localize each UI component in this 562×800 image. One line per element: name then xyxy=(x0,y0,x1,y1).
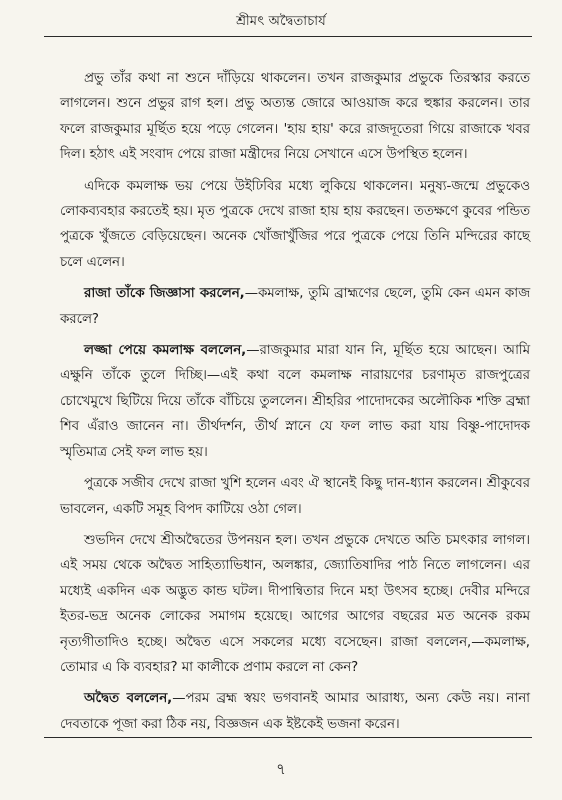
paragraph-2 xyxy=(60,174,530,276)
paragraph-4 xyxy=(60,338,530,465)
paragraph-1 xyxy=(60,66,530,168)
paragraph-lead: রাজা তাঁকে জিজ্ঞাসা করলেন, xyxy=(84,286,245,302)
paragraph-6 xyxy=(60,528,530,680)
paragraph-text: —রাজকুমার মারা যান নি, মূর্ছিত হয়ে আছেন। আমি এক্ষুনি তাঁকে তুলে দিচ্ছি।—এই কথা বলে কমলাক্ষ নারায়ণের চরণামৃত রাজপুত্রের চোখেমুখে ছিটিয়ে দিয়ে তাঁকে বাঁচিয়ে তুললেন। শ্রীহরির পাদোদকের অলৌকিক শক্তি ব্রহ্মা শিব এঁরাও জানেন না। তীর্থদর্শন, তীর্থ স্নানে যে ফল লাভ করা যায় বিষ্ণু-পাদোদক স্মৃতিমাত্র সেই ফল লাভ হয়। xyxy=(60,343,530,460)
page-number: ৭ xyxy=(276,760,286,778)
paragraph-lead: অদ্বৈত বললেন, xyxy=(84,691,173,707)
running-header: শ্রীমৎ অদ্বৈতাচার্য xyxy=(236,14,326,29)
paragraph-text: —কমলাক্ষ, তুমি ব্রাহ্মণের ছেলে, তুমি কেন এমন কাজ করলে? xyxy=(60,286,530,327)
paragraph-text: শুভদিন দেখে শ্রীঅদ্বৈতের উপনয়ন হল। তখন প্রভুকে দেখতে অতি চমৎকার লাগল। এই সময় থেকে অদ্বৈত সাহিত্যাভিধান, অলঙ্কার, জ্যোতিষাদির পাঠ নিতে লাগলেন। এর মধ্যেই একদিন এক অদ্ভুত কান্ড ঘটল। দীপান্বিতার দিনে মহা উৎসব হচ্ছে। দেবীর মন্দিরে ইতর-ভদ্র অনেক লোকের সমাগম হয়েছে। আগের আগের বছরের মত অনেক রকম নৃত্যগীতাদিও হচ্ছে। অদ্বৈত এসে সকলের মধ্যে বসেছেন। রাজা বললেন,—কমলাক্ষ, তোমার এ কি ব্যবহার? মা কালীকে প্রণাম করলে না কেন? xyxy=(60,532,530,675)
paragraph-text: —পরম ব্রহ্ম স্বয়ং ভগবানই আমার আরাধ্য, অন্য কেউ নয়। নানা দেবতাকে পূজা করা ঠিক নয়, বিজ্ঞজন এক ইষ্টকেই ভজনা করেন। xyxy=(60,691,530,732)
body-text xyxy=(60,66,530,743)
paragraph-text: পুত্রকে সজীব দেখে রাজা খুশি হলেন এবং ঐ স্থানেই কিছু দান-ধ্যান করলেন। শ্রীকুবের ভাবলেন, একটি সমূহ বিপদ কাটিয়ে ওঠা গেল। xyxy=(60,476,530,517)
footer-rule xyxy=(44,737,532,738)
paragraph-text: এদিকে কমলাক্ষ ভয় পেয়ে উইঢিবির মধ্যে লুকিয়ে থাকলেন। মনুষ্য-জন্মে প্রভুকেও লোকব্যবহার করতেই হয়। মৃত পুত্রকে দেখে রাজা হায় হায় করছেন। ততক্ষণে কুবের পন্ডিত পুত্রকে খুঁজতে বেড়িয়েছেন। অনেক খোঁজাখুঁজির পরে পুত্রকে পেয়ে তিনি মন্দিরের কাছে চলে এলেন। xyxy=(60,178,530,270)
paragraph-7 xyxy=(60,686,530,737)
paragraph-3 xyxy=(60,281,530,332)
paragraph-5 xyxy=(60,471,530,522)
paragraph-lead: লজ্জা পেয়ে কমলাক্ষ বললেন, xyxy=(84,343,247,359)
paragraph-text: প্রভু তাঁর কথা না শুনে দাঁড়িয়ে থাকলেন। তখন রাজকুমার প্রভুকে তিরস্কার করতে লাগলেন। শুনে প্রভুর রাগ হল। প্রভু অত্যন্ত জোরে আওয়াজ করে হুঙ্কার করলেন। তার ফলে রাজকুমার মূর্ছিত হয়ে পড়ে গেলেন। 'হায় হায়' করে রাজদূতেরা গিয়ে রাজাকে খবর দিল। হঠাৎ এই সংবাদ পেয়ে রাজা মন্ত্রীদের নিয়ে সেখানে এসে উপস্থিত হলেন। xyxy=(60,71,530,163)
header-rule xyxy=(44,36,532,37)
